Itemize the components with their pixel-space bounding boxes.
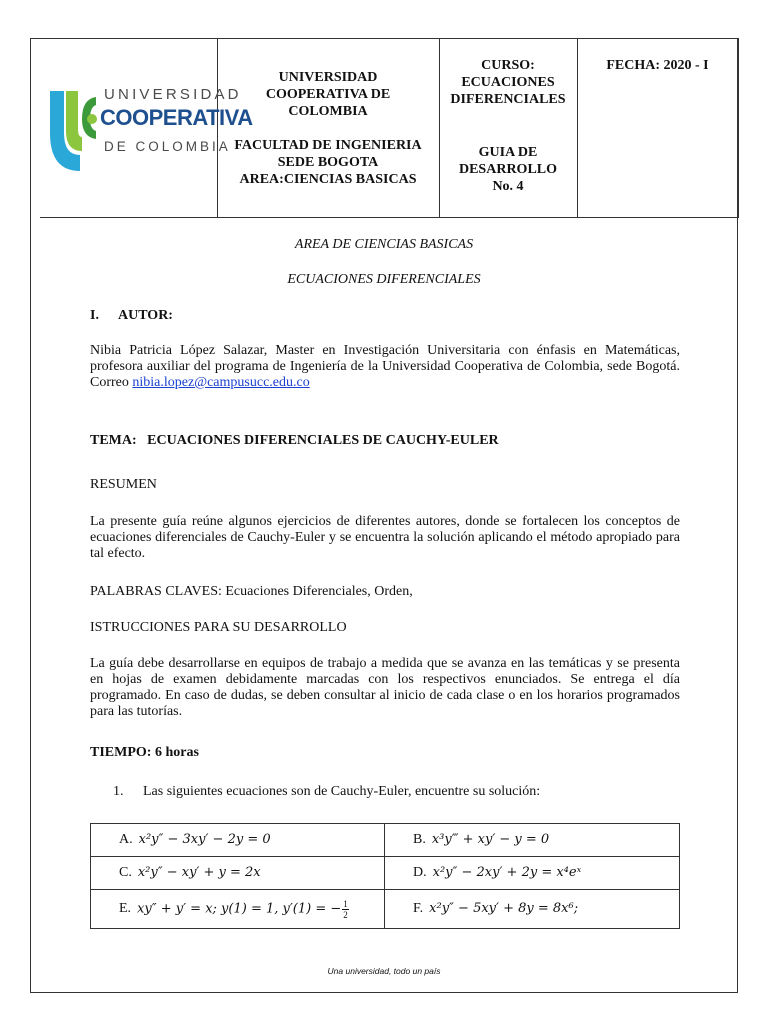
item-label: B. xyxy=(413,832,426,847)
keywords-line: PALABRAS CLAVES: Ecuaciones Diferenciales, Orden, xyxy=(90,584,413,599)
logo-cell xyxy=(40,39,253,218)
exercise-item-b xyxy=(385,824,680,857)
tema-heading xyxy=(90,433,680,449)
campus-line: SEDE BOGOTA xyxy=(277,154,379,170)
item-label: E. xyxy=(119,901,132,917)
item-label: A. xyxy=(119,832,133,847)
area-line: AREA:CIENCIAS BASICAS xyxy=(239,171,417,187)
author-heading xyxy=(90,308,173,324)
course-name-line2: DIFERENCIALES xyxy=(450,92,566,107)
equation: x²y″ − 3xy′ − 2y = 0 xyxy=(138,832,271,847)
course-cell xyxy=(439,39,577,218)
exercise-item-d xyxy=(385,857,680,890)
equation: x²y″ − xy′ + y = 2x xyxy=(137,865,261,880)
date-cell xyxy=(577,39,738,218)
logo-text-universidad: UNIVERSIDAD xyxy=(104,85,242,103)
equation: x²y″ − 2xy′ + 2y = x⁴eˣ xyxy=(432,865,582,880)
fraction-denominator: 2 xyxy=(343,909,348,920)
author-heading-text: AUTOR: xyxy=(118,308,173,323)
footer-slogan: Una universidad, todo un país xyxy=(327,966,441,976)
uc-emblem-icon xyxy=(48,73,108,183)
exercise-item-c xyxy=(91,857,385,890)
university-name-line3: COLOMBIA xyxy=(288,103,368,119)
course-label: CURSO: xyxy=(481,58,535,73)
exercise-item-e xyxy=(91,890,385,929)
fraction-numerator: 1 xyxy=(343,898,348,909)
item-label: C. xyxy=(119,865,132,880)
guide-label-line2: DESARROLLO xyxy=(458,162,558,177)
instructions-paragraph: La guía debe desarrollarse en equipos de trabajo a medida que se avanza en las temáticas y se presenta en hojas de examen debidamente marcadas con los respectivos enunciados. Se entrega el día programado. En caso de dudas, se deben consultar al inicio de cada clase o en los horarios programados para las tutorías. xyxy=(90,656,680,719)
university-name-line1: UNIVERSIDAD xyxy=(278,69,378,85)
tema-label: TEMA: xyxy=(90,433,137,448)
time-line: TIEMPO: 6 horas xyxy=(90,745,199,760)
area-title: AREA DE CIENCIAS BASICAS xyxy=(294,237,474,252)
resumen-heading: RESUMEN xyxy=(90,477,157,492)
resumen-paragraph: La presente guía reúne algunos ejercicios de diferentes autores, donde se fortalecen los conceptos de ecuaciones diferenciales de Cauchy-Euler y se encuentra la solución aplicando el método apropiado para tal efecto. xyxy=(90,514,680,561)
faculty-line: FACULTAD DE INGENIERIA xyxy=(234,137,422,153)
exercise-prompt xyxy=(113,784,673,800)
author-email-link[interactable]: nibia.lopez@campusucc.edu.co xyxy=(132,375,310,390)
subject-title: ECUACIONES DIFERENCIALES xyxy=(287,272,481,287)
item-label: F. xyxy=(413,901,424,916)
author-text: Nibia Patricia López Salazar, Master en Investigación Universitaria con énfasis en Matemáticas, profesora auxiliar del programa de Ingeniería de la Universidad Cooperativa de Colombia, sede Bogotá. Correo xyxy=(90,343,680,390)
university-logo xyxy=(48,73,253,183)
guide-label-line1: GUIA DE xyxy=(478,145,538,160)
equation: x²y″ − 5xy′ + 8y = 8x⁶; xyxy=(429,901,579,916)
date-text: FECHA: 2020 - I xyxy=(606,58,709,73)
instructions-heading: ISTRUCCIONES PARA SU DESARROLLO xyxy=(90,620,347,635)
item-label: D. xyxy=(413,865,427,880)
author-section-number: I. xyxy=(90,308,99,323)
exercise-item-a xyxy=(91,824,385,857)
exercise-number: 1. xyxy=(113,784,124,799)
fraction xyxy=(342,899,349,920)
exercise-item-f xyxy=(385,890,680,929)
exercise-table xyxy=(90,823,680,929)
guide-number: No. 4 xyxy=(492,179,524,194)
logo-text-de-colombia: DE COLOMBIA xyxy=(104,138,231,154)
university-name-line2: COOPERATIVA DE xyxy=(265,86,391,102)
logo-text-cooperativa: COOPERATIVA xyxy=(100,104,253,130)
exercise-prompt-text: Las siguientes ecuaciones son de Cauchy-Euler, encuentre su solución: xyxy=(143,784,541,799)
document-header xyxy=(40,38,739,218)
author-paragraph xyxy=(90,343,680,391)
course-name-line1: ECUACIONES xyxy=(461,75,555,90)
equation: xy″ + y′ = x; y(1) = 1, y′(1) = − xyxy=(137,901,342,917)
tema-text: ECUACIONES DIFERENCIALES DE CAUCHY-EULER xyxy=(147,433,499,448)
equation: x³y‴ + xy′ − y = 0 xyxy=(431,832,550,847)
